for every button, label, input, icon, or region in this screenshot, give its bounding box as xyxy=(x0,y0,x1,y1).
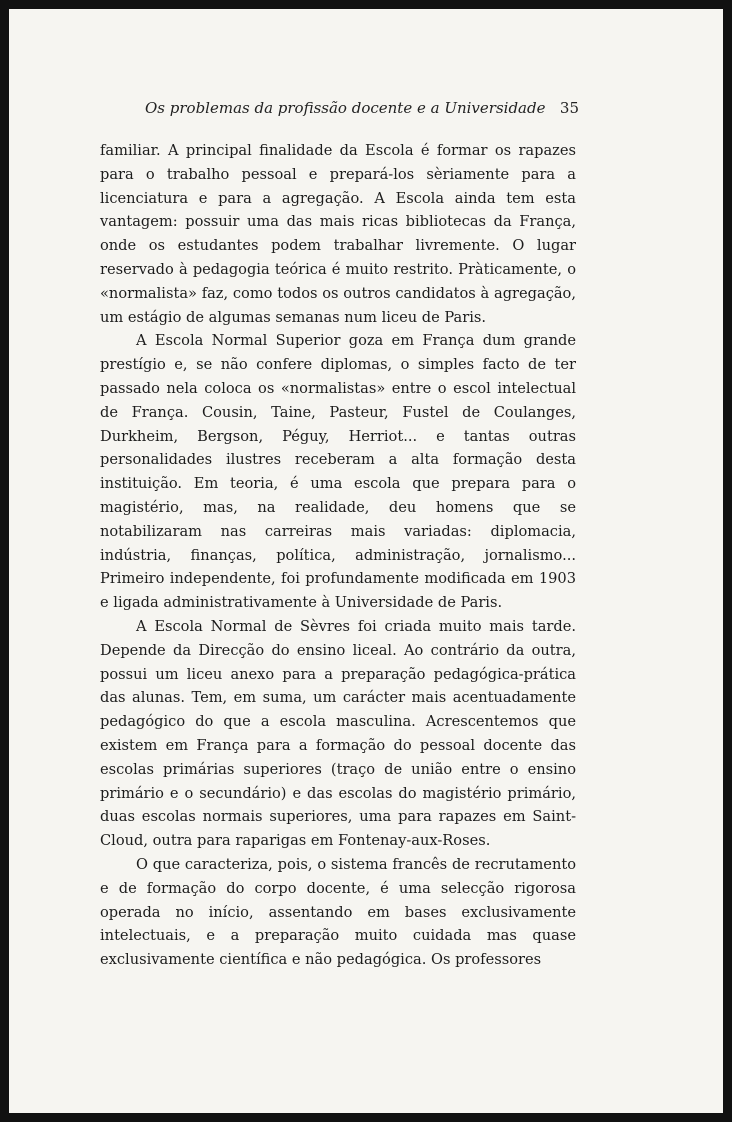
running-title: Os problemas da profissão docente e a Universidade xyxy=(145,99,546,117)
paragraph: familiar. A principal finalidade da Escola é formar os rapazes para o trabalho pessoal e prepará-los sèriamente para a licenciatura e para a agregação. A Escola ainda tem esta vantagem: possuir uma das mais ricas bibliotecas da França, onde os estudantes podem trabalhar livremente. O lugar reservado à pedagogia teórica é muito restrito. Pràticamente, o «normalista» faz, como todos os outros candidatos à agregação, um estágio de algumas semanas num liceu de Paris. xyxy=(100,142,576,326)
body-text xyxy=(100,139,576,972)
paragraph: O que caracteriza, pois, o sistema francês de recrutamento e de formação do corpo docente, é uma selecção rigorosa operada no início, assentando em bases exclusivamente intelectuais, e a preparação muito cuidada mas quase exclusivamente científica e não pedagógica. Os professores xyxy=(100,855,576,969)
paragraph: A Escola Normal de Sèvres foi criada muito mais tarde. Depende da Direcção do ensino liceal. Ao contrário da outra, possui um liceu anexo para a preparação pedagógica-prática das alunas. Tem, em suma, um carácter mais acentuadamente pedagógico do que a escola masculina. Acrescentemos que existem em França para a formação do pessoal docente das escolas primárias superiores (traço de união entre o ensino primário e o secundário) e das escolas do magistério primário, duas escolas normais superiores, uma para rapazes em Saint-Cloud, outra para raparigas em Fontenay-aux-Roses. xyxy=(100,617,576,850)
book-page xyxy=(9,9,723,1113)
running-header xyxy=(145,98,579,122)
page-number: 35 xyxy=(559,99,579,117)
paragraph: A Escola Normal Superior goza em França dum grande prestígio e, se não confere diplomas, o simples facto de ter passado nela coloca os «normalistas» entre o escol intelectual de França. Cousin, Taine, Pasteur, Fustel de Coulanges, Durkheim, Bergson, Péguy, Herriot... e tantas outras personalidades ilustres receberam a alta formação desta instituição. Em teoria, é uma escola que prepara para o magistério, mas, na realidade, deu homens que se notabilizaram nas carreiras mais variadas: diplomacia, indústria, finanças, política, administração, jornalismo... Primeiro independente, foi profundamente modificada em 1903 e ligada administrativamente à Universidade de Paris. xyxy=(100,332,576,612)
